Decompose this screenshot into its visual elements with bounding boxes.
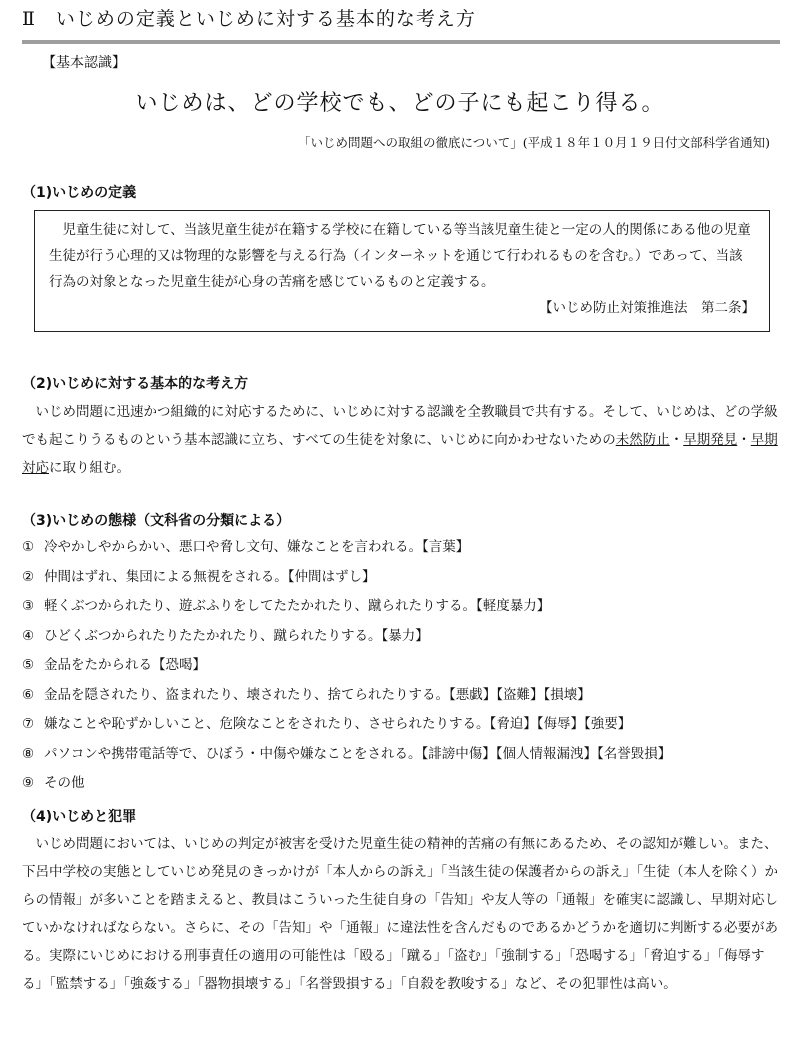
item-number: ⑦ xyxy=(22,716,35,732)
chapter-title: Ⅱ いじめの定義といじめに対する基本的な考え方 xyxy=(22,8,476,30)
term-separator: ・ xyxy=(737,432,751,448)
item-number: ⑨ xyxy=(22,775,35,791)
item-text: パソコンや携帯電話等で、ひぼう・中傷や嫌なことをされる。【誹謗中傷】【個人情報漏洩】【名誉毀損】 xyxy=(44,745,672,762)
basic-approach-body-pre: いじめ問題に迅速かつ組織的に対応するために、いじめに対する認識を全教職員で共有する。そして、いじめは、どの学級でも起こりうるものという基本認識に立ち、すべての生徒を対象に、いじめに向かわせないための xyxy=(22,404,778,448)
list-item xyxy=(22,563,780,593)
section-heading-definition: （1)いじめの定義 xyxy=(22,185,137,201)
definition-text: 児童生徒に対して、当該児童生徒が在籍する学校に在籍している等当該児童生徒と一定の人的関係にある他の児童生徒が行う心理的又は物理的な影響を与える行為（インターネットを通じて行われるものを含む。）であって、当該行為の対象となった児童生徒が心身の苦痛を感じているものと定義する。 xyxy=(49,222,751,290)
term-early-detection: 早期発見 xyxy=(683,432,738,448)
list-item xyxy=(22,592,780,622)
section-heading-crime: （4)いじめと犯罪 xyxy=(22,809,137,825)
item-number: ⑧ xyxy=(22,745,35,762)
basic-approach-text xyxy=(22,398,780,482)
bullying-types-list xyxy=(22,533,780,799)
list-item xyxy=(22,769,780,799)
term-prevention: 未然防止 xyxy=(615,432,670,448)
item-number: ⑥ xyxy=(22,686,35,703)
item-text: その他 xyxy=(44,775,85,791)
list-item xyxy=(22,710,780,740)
title-rule xyxy=(22,40,780,44)
term-separator: ・ xyxy=(669,432,684,448)
list-item xyxy=(22,681,780,711)
item-text: 金品を隠されたり、盗まれたり、壊されたり、捨てられたりする。【悪戯】【盗難】【損壊】 xyxy=(44,686,591,703)
item-text: ひどくぶつかられたりたたかれたり、蹴られたりする。【暴力】 xyxy=(44,627,429,644)
basic-approach-body-post: に取り組む。 xyxy=(49,460,130,476)
item-number: ③ xyxy=(22,598,35,614)
item-number: ② xyxy=(22,568,35,585)
item-number: ⑤ xyxy=(22,657,35,673)
section-heading-types: （3)いじめの態様（文科省の分類による） xyxy=(22,513,291,529)
item-text: 金品をたかられる【恐喝】 xyxy=(44,657,206,673)
item-number: ① xyxy=(22,539,35,555)
list-item xyxy=(22,740,780,770)
term-early-response: 早期対応 xyxy=(22,432,778,476)
item-text: 嫌なことや恥ずかしいこと、危険なことをされたり、させられたりする。【脅迫】【侮辱】【強要】 xyxy=(44,716,632,732)
definition-law-citation: 【いじめ防止対策推進法 第二条】 xyxy=(539,300,755,316)
list-item xyxy=(22,622,780,652)
item-text: 仲間はずれ、集団による無視をされる。【仲間はずし】 xyxy=(44,568,376,585)
item-number: ④ xyxy=(22,627,35,644)
source-note: 「いじめ問題への取組の徹底について」(平成１８年１０月１９日付文部科学省通知) xyxy=(297,135,770,150)
basic-statement: いじめは、どの学校でも、どの子にも起こり得る。 xyxy=(135,91,665,116)
item-text: 軽くぶつかられたり、遊ぶふりをしてたたかれたり、蹴られたりする。【軽度暴力】 xyxy=(44,598,551,614)
list-item xyxy=(22,651,780,681)
definition-box xyxy=(34,210,770,332)
basic-recognition-label: 【基本認識】 xyxy=(42,55,126,71)
crime-text: いじめ問題においては、いじめの判定が被害を受けた児童生徒の精神的苦痛の有無にあるため、その認知が難しい。また、下呂中学校の実態としていじめ発見のきっかけが「本人からの訴え」「当該生徒の保護者からの訴え」「生徒（本人を除く）からの情報」が多いことを踏まえると、教員はこういった生徒自身の「告知」や友人等の「通報」を確実に認識し、早期対応していかなければならない。さらに、その「告知」や「通報」に違法性を含んだものであるかどうかを適切に判断する必要がある。実際にいじめにおける刑事責任の適用の可能性は「殴る」「蹴る」「盗む」「強制する」「恐喝する」「脅迫する」「侮辱する」「監禁する」「強姦する」「器物損壊する」「名誉毀損する」「自殺を教唆する」など、その犯罪性は高い。 xyxy=(22,836,778,992)
section-heading-basic-approach: （2)いじめに対する基本的な考え方 xyxy=(22,376,249,392)
list-item xyxy=(22,533,780,563)
item-text: 冷やかしやからかい、悪口や脅し文句、嫌なことを言われる。【言葉】 xyxy=(44,539,470,555)
